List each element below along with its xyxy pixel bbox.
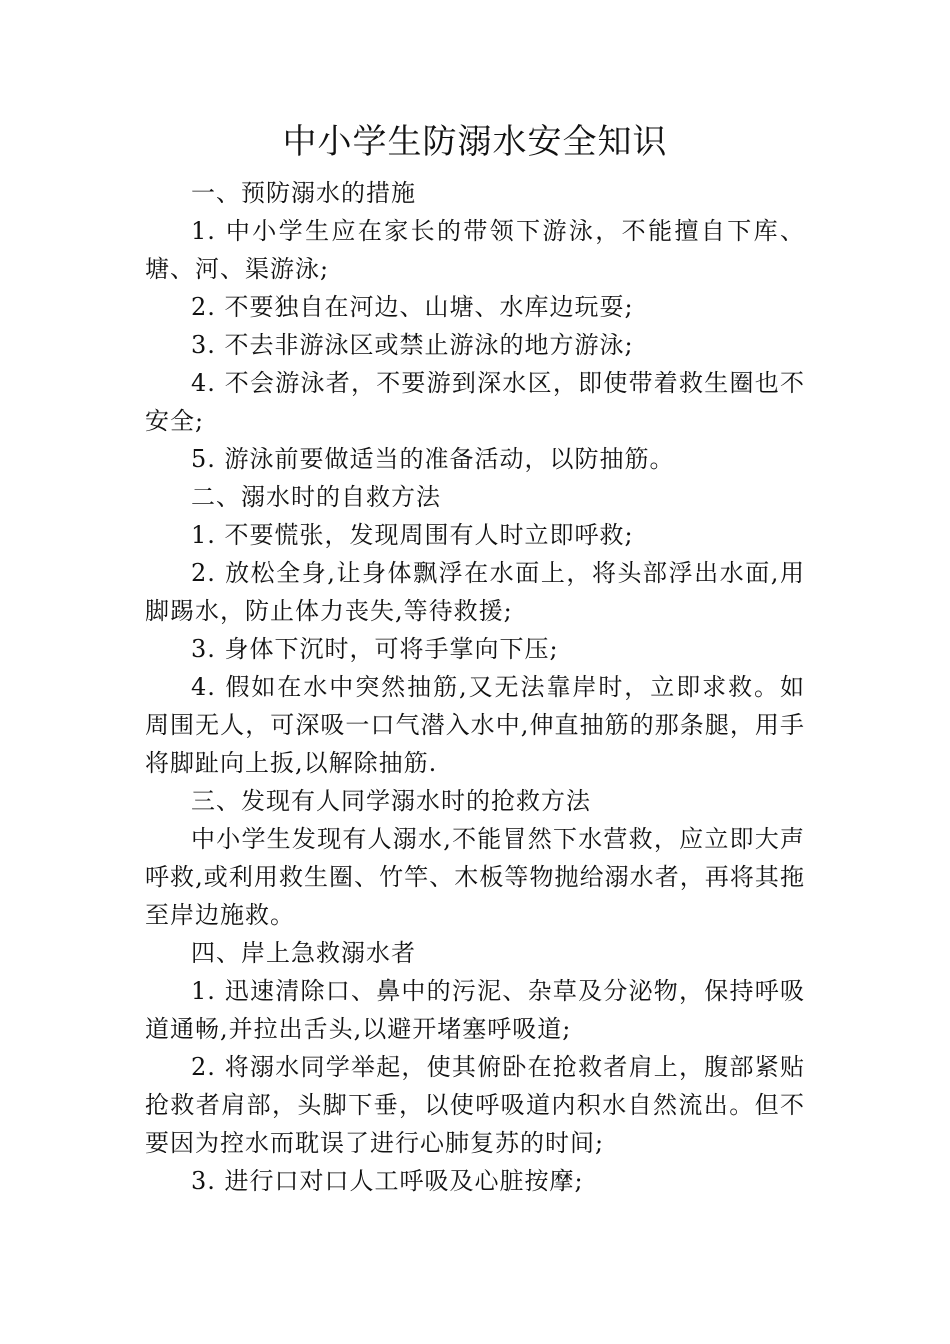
paragraph-first-aid-3: 3. 进行口对口人工呼吸及心脏按摩; [191, 1167, 584, 1195]
paragraph-prevention-4: 4. 不会游泳者，不要游到深水区，即使带着救生圈也不安全; [145, 369, 805, 435]
paragraph-prevention-3: 3. 不去非游泳区或禁止游泳的地方游泳; [191, 331, 634, 359]
paragraph-first-aid-2: 2. 将溺水同学举起，使其俯卧在抢救者肩上，腹部紧贴抢救者肩部，头脚下垂，以使呼吸道内积水自然流出。但不要因为控水而耽误了进行心肺复苏的时间; [145, 1053, 805, 1157]
section-heading-rescue-others: 三、发现有人同学溺水时的抢救方法 [191, 787, 591, 815]
document-page [145, 118, 805, 1200]
section-heading-self-rescue: 二、溺水时的自救方法 [191, 483, 441, 511]
paragraph-rescue-others: 中小学生发现有人溺水,不能冒然下水营救，应立即大声呼救,或利用救生圈、竹竿、木板等物抛给溺水者，再将其拖至岸边施救。 [145, 825, 805, 929]
section-heading-shore-first-aid: 四、岸上急救溺水者 [191, 939, 416, 967]
section-heading-prevention: 一、预防溺水的措施 [191, 179, 416, 207]
paragraph-prevention-2: 2. 不要独自在河边、山塘、水库边玩耍; [191, 293, 634, 321]
paragraph-self-rescue-1: 1. 不要慌张，发现周围有人时立即呼救; [191, 521, 634, 549]
paragraph-first-aid-1: 1. 迅速清除口、鼻中的污泥、杂草及分泌物，保持呼吸道通畅,并拉出舌头,以避开堵塞呼吸道; [145, 977, 805, 1043]
document-title: 中小学生防溺水安全知识 [282, 122, 668, 162]
paragraph-prevention-5: 5. 游泳前要做适当的准备活动，以防抽筋。 [191, 445, 675, 473]
paragraph-self-rescue-2: 2. 放松全身,让身体飘浮在水面上，将头部浮出水面,用脚踢水，防止体力丧失,等待救援; [145, 559, 805, 625]
paragraph-prevention-1: 1. 中小学生应在家长的带领下游泳，不能擅自下库、塘、河、渠游泳; [145, 217, 805, 283]
paragraph-self-rescue-3: 3. 身体下沉时，可将手掌向下压; [191, 635, 559, 663]
paragraph-self-rescue-4: 4. 假如在水中突然抽筋,又无法靠岸时，立即求救。如周围无人，可深吸一口气潜入水中,伸直抽筋的那条腿，用手将脚趾向上扳,以解除抽筋. [145, 673, 805, 777]
